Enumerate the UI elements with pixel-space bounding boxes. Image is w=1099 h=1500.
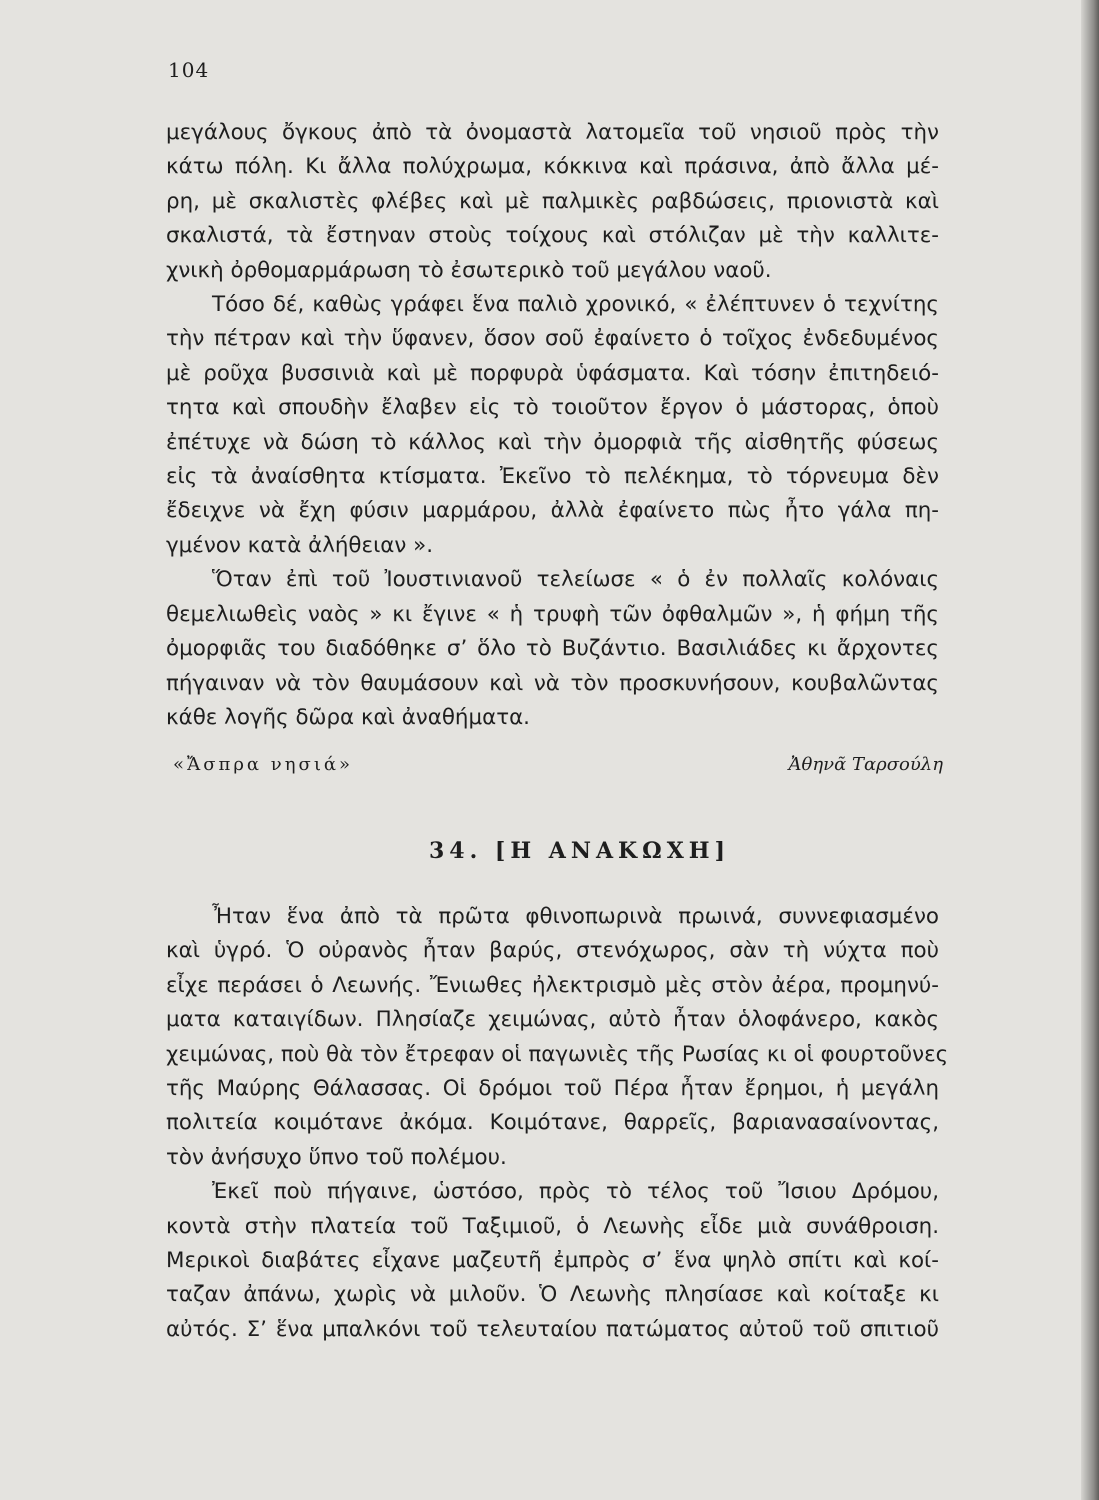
text-block-hagia-sophia [166, 116, 939, 735]
text-line: Ὅταν ἐπὶ τοῦ Ἰουστινιανοῦ τελείωσε « ὁ ἐν πολλαῖς κολόναις [212, 567, 939, 593]
text-line: μὲ ροῦχα βυσσινιὰ καὶ μὲ πορφυρὰ ὑφάσματα. Καὶ τόσην ἐπιτηδειό- [166, 360, 939, 386]
text-line: τὴν πέτραν καὶ τὴν ὕφανεν, ὅσον σοῦ ἐφαίνετο ὁ τοῖχος ἐνδεδυμένος [166, 326, 939, 352]
text-line: κάτω πόλη. Κι ἄλλα πολύχρωμα, κόκκινα καὶ πράσινα, ἀπὸ ἄλλα μέ- [166, 154, 939, 180]
text-line: κάθε λογῆς δῶρα καὶ ἀναθήματα. [166, 704, 530, 730]
source-author: Ἀθηνᾶ Ταρσούλη [788, 754, 943, 775]
source-attribution [173, 754, 943, 782]
text-line: ὀμορφιᾶς του διαδόθηκε σ’ ὅλο τὸ Βυζάντιο. Βασιλιάδες κι ἄρχοντες [166, 636, 939, 662]
text-line: Ἐκεῖ ποὺ πήγαινε, ὡστόσο, πρὸς τὸ τέλος τοῦ Ἴσιου Δρόμου, [212, 1179, 939, 1205]
text-line: Ἦταν ἕνα ἀπὸ τὰ πρῶτα φθινοπωρινὰ πρωινά, συννεφιασμένο [212, 904, 939, 929]
text-line: μεγάλους ὄγκους ἀπὸ τὰ ὀνομαστὰ λατομεῖα τοῦ νησιοῦ πρὸς τὴν [166, 120, 939, 145]
text-line: τητα καὶ σπουδὴν ἔλαβεν εἰς τὸ τοιοῦτον ἔργον ὁ μάστορας, ὁποὺ [166, 395, 939, 421]
text-line: Τόσο δέ, καθὼς γράφει ἕνα παλιὸ χρονικό, « ἐλέπτυνεν ὁ τεχνίτης [212, 292, 939, 318]
text-line: Μερικοὶ διαβάτες εἶχανε μαζευτῆ ἐμπρὸς σ’ ἕνα ψηλὸ σπίτι καὶ κοί- [166, 1248, 939, 1274]
text-line: χνικὴ ὀρθομαρμάρωση τὸ ἐσωτερικὸ τοῦ μεγάλου ναοῦ. [166, 257, 772, 283]
text-line: ταζαν ἀπάνω, χωρὶς νὰ μιλοῦν. Ὁ Λεωνὴς πλησίασε καὶ κοίταξε κι [166, 1282, 939, 1308]
text-line: αὐτός. Σ’ ἕνα μπαλκόνι τοῦ τελευταίου πατώματος αὐτοῦ τοῦ σπιτιοῦ [166, 1316, 939, 1342]
text-line: ρη, μὲ σκαλιστὲς φλέβες καὶ μὲ παλμικὲς ραβδώσεις, πριονιστὰ καὶ [166, 188, 939, 214]
text-line: εἰς τὰ ἀναίσθητα κτίσματα. Ἐκεῖνο τὸ πελέκημα, τὸ τόρνευμα δὲν [166, 464, 939, 490]
source-title: «Ἄσπρα νησιά» [173, 754, 354, 775]
text-line: τὸν ἀνήσυχο ὕπνο τοῦ πολέμου. [166, 1144, 507, 1170]
text-line: γμένον κατὰ ἀλήθειαν ». [166, 532, 434, 558]
text-line: πολιτεία κοιμότανε ἀκόμα. Κοιμότανε, θαρρεῖς, βαριανασαίνοντας, [166, 1110, 939, 1136]
text-line: κοντὰ στὴν πλατεία τοῦ Ταξιμιοῦ, ὁ Λεωνὴς εἶδε μιὰ συνάθροιση. [166, 1213, 939, 1239]
text-block-anakochi [166, 900, 949, 1347]
text-line: ἔδειχνε νὰ ἔχη φύσιν μαρμάρου, ἀλλὰ ἐφαίνετο πὼς ἦτο γάλα πη- [166, 498, 939, 524]
page-edge-shadow [1081, 0, 1099, 1500]
text-line: θεμελιωθεὶς ναὸς » κι ἔγινε « ἡ τρυφὴ τῶν ὀφθαλμῶν », ἡ φήμη τῆς [166, 601, 939, 627]
text-line: σκαλιστά, τὰ ἔστηναν στοὺς τοίχους καὶ στόλιζαν μὲ τὴν καλλιτε- [166, 223, 939, 249]
text-line: τῆς Μαύρης Θάλασσας. Οἱ δρόμοι τοῦ Πέρα ἦταν ἔρημοι, ἡ μεγάλη [166, 1076, 939, 1102]
chapter-heading: 34. [Η ΑΝΑΚΩΧΗ] [428, 838, 730, 864]
text-line: χειμώνας, ποὺ θὰ τὸν ἔτρεφαν οἱ παγωνιὲς τῆς Ρωσίας κι οἱ φουρτοῦνες [166, 1041, 949, 1067]
text-line: καὶ ὑγρό. Ὁ οὐρανὸς ἦταν βαρύς, στενόχωρος, σὰν τὴ νύχτα ποὺ [166, 938, 939, 964]
text-line: ματα καταιγίδων. Πλησίαζε χειμώνας, αὐτὸ ἦταν ὁλοφάνερο, κακὸς [166, 1007, 939, 1033]
text-line: εἶχε περάσει ὁ Λεωνής. Ἔνιωθες ἠλεκτρισμὸ μὲς στὸν ἀέρα, προμηνύ- [166, 972, 939, 998]
page-number: 104 [168, 58, 210, 82]
text-line: πήγαιναν νὰ τὸν θαυμάσουν καὶ νὰ τὸν προσκυνήσουν, κουβαλῶντας [166, 670, 939, 696]
text-line: ἐπέτυχε νὰ δώση τὸ κάλλος καὶ τὴν ὀμορφιὰ τῆς αἰσθητῆς φύσεως [166, 429, 939, 455]
